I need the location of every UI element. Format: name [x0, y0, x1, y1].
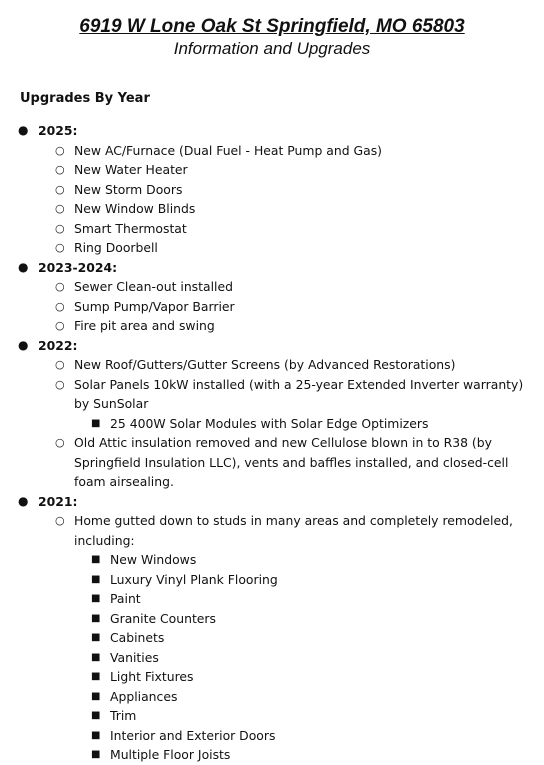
list-bullet-level2: ○ [55, 436, 65, 449]
list-bullet-level2: ○ [55, 319, 65, 332]
list-item-text: New Storm Doors [74, 181, 183, 197]
list-item [0, 141, 544, 161]
list-item [0, 316, 544, 336]
document-title: 6919 W Lone Oak St Springfield, MO 65803 [79, 16, 465, 37]
sub-list-item [0, 648, 544, 668]
sub-list-item-text: Appliances [110, 688, 178, 704]
year-heading [0, 258, 544, 278]
list-bullet-level3: ■ [91, 749, 101, 760]
list-item [0, 219, 544, 239]
list-item-text: Old Attic insulation removed and new Cellulose blown in to R38 (by Springfield Insulation LLC), vents and baffles installed, and closed-cell foam airsealing. [74, 435, 509, 489]
year-label: 2022: [38, 337, 78, 353]
list-bullet-level3: ■ [91, 671, 101, 682]
list-item-text: Fire pit area and swing [74, 318, 215, 333]
list-bullet-level2: ○ [55, 377, 65, 391]
sub-list-item [0, 687, 544, 707]
list-item-text: New Roof/Gutters/Gutter Screens (by Advanced Restorations) [74, 357, 456, 372]
sub-list-item-text: Paint [110, 591, 141, 606]
list-bullet-level2: ○ [55, 358, 65, 371]
sub-list-item-text: Multiple Floor Joists [110, 747, 231, 762]
list-item-text: Smart Thermostat [74, 220, 187, 236]
sub-list-item [0, 706, 544, 726]
sub-list-item [0, 745, 544, 765]
list-bullet-level2: ○ [55, 514, 65, 527]
list-item [0, 511, 544, 550]
list-bullet-level3: ■ [91, 554, 101, 565]
list-bullet-level3: ■ [91, 690, 101, 702]
sub-list-item-text: Cabinets [110, 630, 165, 645]
list-item-text: Solar Panels 10kW installed (with a 25-year Extended Inverter warranty) by SunSolar [74, 376, 524, 411]
list-item [0, 355, 544, 375]
list-item-text: New Water Heater [74, 162, 188, 177]
list-item-text: Ring Doorbell [74, 240, 158, 255]
sub-list-item [0, 726, 544, 746]
list-item [0, 160, 544, 180]
upgrades-list [0, 121, 544, 765]
list-item [0, 199, 544, 219]
list-bullet-level2: ○ [55, 143, 65, 157]
list-bullet-level3: ■ [91, 729, 101, 741]
year-heading [0, 336, 544, 356]
list-bullet-level2: ○ [55, 241, 65, 254]
sub-list-item [0, 550, 544, 570]
document-subtitle: Information and Upgrades [173, 39, 371, 58]
list-bullet-level2: ○ [55, 221, 65, 235]
sub-list-item-text: Vanities [110, 649, 159, 665]
list-bullet-level3: ■ [91, 651, 101, 663]
year-heading [0, 492, 544, 512]
list-bullet-level1: ● [18, 493, 29, 508]
list-bullet-level2: ○ [55, 163, 65, 176]
sub-list-item [0, 570, 544, 590]
list-bullet-level2: ○ [55, 299, 65, 313]
sub-list-item [0, 628, 544, 648]
list-item [0, 433, 544, 492]
list-item [0, 277, 544, 297]
list-item-text: Sewer Clean-out installed [74, 279, 233, 294]
sub-list-item-text: New Windows [110, 552, 197, 567]
list-item-text: New Window Blinds [74, 201, 196, 216]
list-item-text: New AC/Furnace (Dual Fuel - Heat Pump and Gas) [74, 142, 383, 158]
sub-list-item-text: 25 400W Solar Modules with Solar Edge Optimizers [110, 415, 429, 431]
list-bullet-level3: ■ [91, 612, 101, 624]
list-bullet-level3: ■ [91, 632, 101, 643]
list-item-text: Home gutted down to studs in many areas and completely remodeled, including: [74, 513, 513, 548]
year-label: 2025: [38, 123, 78, 138]
list-bullet-level3: ■ [91, 593, 101, 604]
year-label: 2021: [38, 493, 78, 509]
list-bullet-level2: ○ [55, 280, 65, 293]
list-bullet-level1: ● [18, 337, 29, 352]
sub-list-item [0, 589, 544, 609]
list-bullet-level3: ■ [91, 573, 101, 585]
sub-list-item [0, 667, 544, 687]
list-item [0, 375, 544, 414]
section-heading: Upgrades By Year [20, 91, 150, 106]
sub-list-item-text: Light Fixtures [110, 669, 194, 684]
list-bullet-level2: ○ [55, 182, 65, 196]
sub-list-item-text: Granite Counters [110, 610, 216, 626]
list-item [0, 297, 544, 317]
list-bullet-level1: ● [18, 259, 29, 274]
year-label: 2023-2024: [38, 259, 118, 275]
sub-list-item [0, 414, 544, 434]
list-item [0, 238, 544, 258]
list-item-text: Sump Pump/Vapor Barrier [74, 298, 235, 314]
list-bullet-level2: ○ [55, 202, 65, 215]
sub-list-item-text: Luxury Vinyl Plank Flooring [110, 571, 278, 587]
list-item [0, 180, 544, 200]
list-bullet-level3: ■ [91, 417, 101, 429]
list-bullet-level1: ● [18, 123, 29, 137]
sub-list-item-text: Interior and Exterior Doors [110, 727, 276, 743]
list-bullet-level3: ■ [91, 710, 101, 721]
year-heading [0, 121, 544, 141]
sub-list-item [0, 609, 544, 629]
sub-list-item-text: Trim [110, 708, 137, 723]
